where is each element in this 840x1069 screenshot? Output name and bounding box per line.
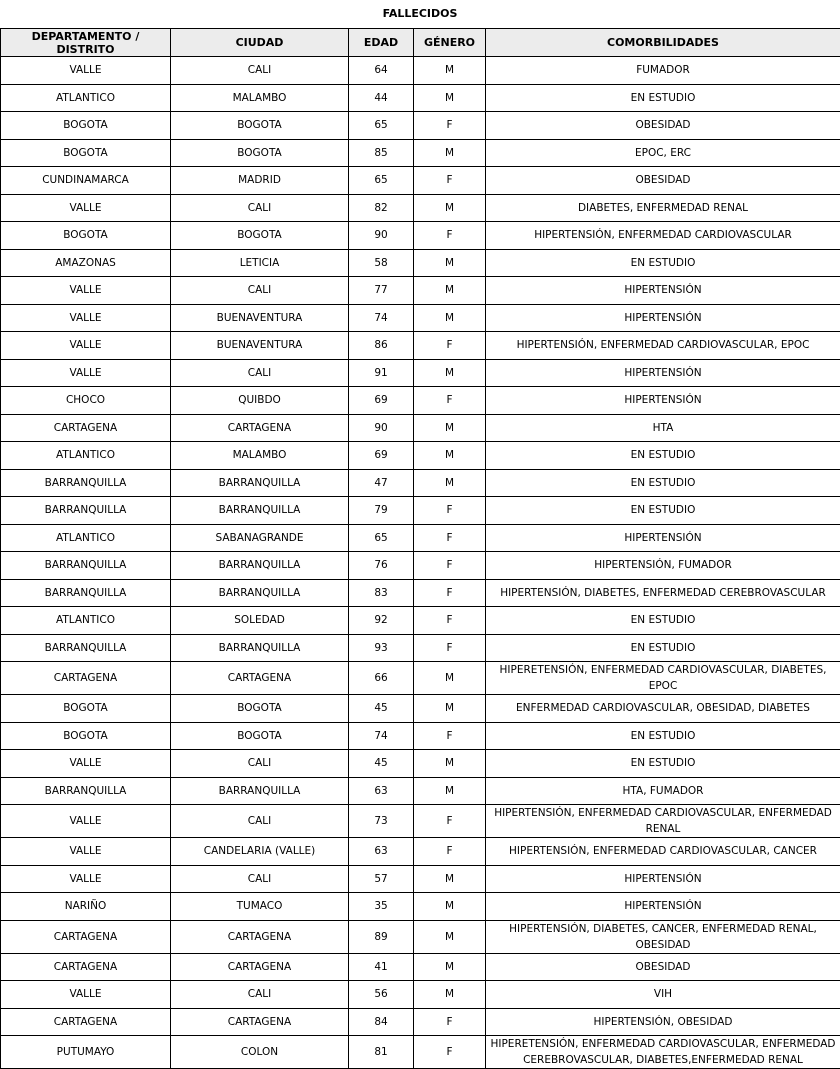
cell-genero: M [414,893,486,921]
cell-genero: M [414,414,486,442]
cell-ciudad: CARTAGENA [171,953,349,981]
cell-comorbilidades: OBESIDAD [486,953,840,981]
cell-genero: M [414,139,486,167]
table-row [1,981,840,1009]
cell-comorbilidades: HTA, FUMADOR [486,777,840,805]
table-row [1,414,840,442]
table-row [1,387,840,415]
cell-departamento: VALLE [1,981,171,1009]
cell-edad: 91 [349,359,414,387]
cell-genero: M [414,304,486,332]
cell-ciudad: BARRANQUILLA [171,634,349,662]
cell-ciudad: SOLEDAD [171,607,349,635]
cell-departamento: BARRANQUILLA [1,497,171,525]
cell-edad: 45 [349,695,414,723]
cell-edad: 86 [349,332,414,360]
cell-ciudad: LETICIA [171,249,349,277]
cell-edad: 58 [349,249,414,277]
cell-genero: M [414,249,486,277]
cell-edad: 66 [349,662,414,695]
cell-ciudad: BARRANQUILLA [171,552,349,580]
cell-ciudad: TUMACO [171,893,349,921]
cell-comorbilidades: EN ESTUDIO [486,442,840,470]
cell-genero: M [414,695,486,723]
cell-departamento: VALLE [1,359,171,387]
cell-departamento: CARTAGENA [1,662,171,695]
cell-ciudad: CALI [171,865,349,893]
cell-comorbilidades: HIPERETENSIÓN, ENFERMEDAD CARDIOVASCULAR, ENFERMEDAD CEREBROVASCULAR, DIABETES,ENFERMEDAD RENAL [486,1036,840,1069]
table-row [1,920,840,953]
cell-edad: 90 [349,414,414,442]
cell-ciudad: BARRANQUILLA [171,497,349,525]
header-edad: EDAD [349,29,414,57]
cell-departamento: NARIÑO [1,893,171,921]
table-row [1,953,840,981]
cell-comorbilidades: EN ESTUDIO [486,469,840,497]
table-title: FALLECIDOS [0,0,840,28]
table-row [1,139,840,167]
table-row [1,579,840,607]
cell-ciudad: BUENAVENTURA [171,304,349,332]
cell-edad: 63 [349,777,414,805]
cell-edad: 56 [349,981,414,1009]
cell-comorbilidades: HIPERTENSIÓN, FUMADOR [486,552,840,580]
cell-departamento: VALLE [1,865,171,893]
header-ciudad: CIUDAD [171,29,349,57]
cell-comorbilidades: EPOC, ERC [486,139,840,167]
header-row [1,29,840,57]
cell-genero: F [414,112,486,140]
cell-ciudad: CALI [171,277,349,305]
table-row [1,524,840,552]
cell-edad: 77 [349,277,414,305]
cell-ciudad: BARRANQUILLA [171,469,349,497]
cell-comorbilidades: FUMADOR [486,57,840,85]
table-row [1,722,840,750]
table-row [1,359,840,387]
cell-ciudad: MALAMBO [171,84,349,112]
cell-departamento: CARTAGENA [1,1008,171,1036]
cell-comorbilidades: ENFERMEDAD CARDIOVASCULAR, OBESIDAD, DIABETES [486,695,840,723]
cell-comorbilidades: HIPERTENSIÓN, DIABETES, CANCER, ENFERMEDAD RENAL, OBESIDAD [486,920,840,953]
table-row [1,194,840,222]
cell-ciudad: CARTAGENA [171,1008,349,1036]
table-row [1,112,840,140]
table-row [1,497,840,525]
cell-departamento: ATLANTICO [1,607,171,635]
cell-ciudad: BOGOTA [171,722,349,750]
cell-ciudad: BOGOTA [171,695,349,723]
cell-genero: M [414,777,486,805]
cell-comorbilidades: HIPERTENSIÓN [486,893,840,921]
cell-genero: M [414,953,486,981]
cell-comorbilidades: HIPERTENSIÓN, OBESIDAD [486,1008,840,1036]
cell-departamento: BARRANQUILLA [1,469,171,497]
header-departamento: DEPARTAMENTO / DISTRITO [1,29,171,57]
cell-ciudad: CALI [171,750,349,778]
cell-departamento: BARRANQUILLA [1,777,171,805]
cell-genero: F [414,552,486,580]
cell-comorbilidades: HIPERTENSIÓN, ENFERMEDAD CARDIOVASCULAR, ENFERMEDAD RENAL [486,805,840,838]
table-row [1,838,840,866]
table-row [1,469,840,497]
cell-genero: F [414,222,486,250]
cell-departamento: BOGOTA [1,695,171,723]
cell-genero: F [414,1008,486,1036]
cell-ciudad: CARTAGENA [171,920,349,953]
table-row [1,222,840,250]
cell-genero: M [414,84,486,112]
cell-edad: 74 [349,722,414,750]
cell-departamento: VALLE [1,838,171,866]
cell-edad: 92 [349,607,414,635]
cell-genero: F [414,167,486,195]
cell-ciudad: CALI [171,805,349,838]
cell-ciudad: BARRANQUILLA [171,579,349,607]
cell-departamento: VALLE [1,750,171,778]
cell-edad: 73 [349,805,414,838]
fallecidos-table [0,28,840,1069]
cell-ciudad: QUIBDO [171,387,349,415]
table-row [1,750,840,778]
cell-genero: F [414,1036,486,1069]
header-genero: GÉNERO [414,29,486,57]
cell-ciudad: CARTAGENA [171,414,349,442]
cell-genero: F [414,838,486,866]
cell-ciudad: BOGOTA [171,139,349,167]
cell-departamento: VALLE [1,57,171,85]
cell-edad: 76 [349,552,414,580]
cell-genero: F [414,805,486,838]
cell-departamento: VALLE [1,277,171,305]
cell-edad: 84 [349,1008,414,1036]
cell-departamento: BOGOTA [1,722,171,750]
cell-departamento: CUNDINAMARCA [1,167,171,195]
cell-edad: 83 [349,579,414,607]
cell-comorbilidades: HIPERTENSIÓN [486,277,840,305]
cell-comorbilidades: HIPERTENSIÓN, ENFERMEDAD CARDIOVASCULAR, EPOC [486,332,840,360]
cell-comorbilidades: VIH [486,981,840,1009]
cell-genero: M [414,920,486,953]
cell-edad: 65 [349,167,414,195]
table-row [1,277,840,305]
cell-departamento: CARTAGENA [1,920,171,953]
cell-comorbilidades: HIPERTENSIÓN [486,359,840,387]
cell-comorbilidades: HIPERTENSIÓN [486,387,840,415]
cell-ciudad: CALI [171,981,349,1009]
cell-comorbilidades: HIPERTENSIÓN, ENFERMEDAD CARDIOVASCULAR [486,222,840,250]
cell-edad: 41 [349,953,414,981]
cell-edad: 69 [349,442,414,470]
cell-edad: 44 [349,84,414,112]
cell-departamento: CARTAGENA [1,414,171,442]
cell-edad: 35 [349,893,414,921]
cell-departamento: BARRANQUILLA [1,634,171,662]
table-body [1,57,840,1069]
cell-genero: M [414,662,486,695]
cell-departamento: BOGOTA [1,112,171,140]
cell-comorbilidades: OBESIDAD [486,167,840,195]
table-row [1,84,840,112]
cell-genero: F [414,579,486,607]
cell-ciudad: SABANAGRANDE [171,524,349,552]
cell-genero: M [414,277,486,305]
cell-comorbilidades: HIPERTENSIÓN [486,524,840,552]
cell-comorbilidades: HIPERTENSIÓN, ENFERMEDAD CARDIOVASCULAR, CANCER [486,838,840,866]
cell-edad: 74 [349,304,414,332]
cell-departamento: BOGOTA [1,222,171,250]
cell-ciudad: MALAMBO [171,442,349,470]
table-row [1,893,840,921]
cell-departamento: PUTUMAYO [1,1036,171,1069]
cell-genero: M [414,469,486,497]
cell-comorbilidades: HIPERTENSIÓN, DIABETES, ENFERMEDAD CEREBROVASCULAR [486,579,840,607]
cell-comorbilidades: OBESIDAD [486,112,840,140]
cell-comorbilidades: HIPERTENSIÓN [486,304,840,332]
cell-edad: 89 [349,920,414,953]
cell-genero: F [414,634,486,662]
table-row [1,662,840,695]
cell-ciudad: CALI [171,359,349,387]
cell-edad: 45 [349,750,414,778]
cell-comorbilidades: EN ESTUDIO [486,249,840,277]
table-row [1,634,840,662]
table-row [1,552,840,580]
table-row [1,332,840,360]
cell-comorbilidades: EN ESTUDIO [486,84,840,112]
cell-departamento: ATLANTICO [1,84,171,112]
table-row [1,805,840,838]
cell-comorbilidades: EN ESTUDIO [486,607,840,635]
cell-edad: 65 [349,112,414,140]
cell-departamento: VALLE [1,194,171,222]
cell-edad: 63 [349,838,414,866]
cell-ciudad: COLON [171,1036,349,1069]
cell-genero: F [414,722,486,750]
cell-departamento: VALLE [1,805,171,838]
cell-edad: 64 [349,57,414,85]
cell-edad: 47 [349,469,414,497]
table-row [1,167,840,195]
cell-edad: 90 [349,222,414,250]
cell-ciudad: BUENAVENTURA [171,332,349,360]
cell-departamento: CHOCO [1,387,171,415]
cell-comorbilidades: EN ESTUDIO [486,750,840,778]
cell-departamento: BARRANQUILLA [1,579,171,607]
cell-comorbilidades: EN ESTUDIO [486,497,840,525]
table-row [1,1036,840,1069]
cell-genero: F [414,524,486,552]
cell-comorbilidades: DIABETES, ENFERMEDAD RENAL [486,194,840,222]
cell-ciudad: CALI [171,194,349,222]
cell-genero: M [414,194,486,222]
table-row [1,695,840,723]
table-row [1,777,840,805]
cell-edad: 79 [349,497,414,525]
cell-departamento: VALLE [1,304,171,332]
cell-genero: M [414,981,486,1009]
cell-departamento: ATLANTICO [1,524,171,552]
cell-ciudad: CARTAGENA [171,662,349,695]
cell-edad: 69 [349,387,414,415]
cell-comorbilidades: EN ESTUDIO [486,634,840,662]
cell-comorbilidades: HIPERETENSIÓN, ENFERMEDAD CARDIOVASCULAR, DIABETES, EPOC [486,662,840,695]
table-row [1,1008,840,1036]
cell-ciudad: BOGOTA [171,222,349,250]
cell-departamento: VALLE [1,332,171,360]
cell-edad: 57 [349,865,414,893]
cell-departamento: BOGOTA [1,139,171,167]
cell-genero: M [414,57,486,85]
table-row [1,57,840,85]
cell-genero: F [414,387,486,415]
cell-genero: F [414,497,486,525]
cell-ciudad: CANDELARIA (VALLE) [171,838,349,866]
table-row [1,607,840,635]
table-row [1,249,840,277]
cell-edad: 82 [349,194,414,222]
cell-comorbilidades: HTA [486,414,840,442]
header-comorbilidades: COMORBILIDADES [486,29,840,57]
cell-genero: M [414,442,486,470]
cell-edad: 93 [349,634,414,662]
table-row [1,304,840,332]
cell-genero: M [414,865,486,893]
cell-ciudad: CALI [171,57,349,85]
cell-genero: F [414,332,486,360]
cell-ciudad: BARRANQUILLA [171,777,349,805]
cell-edad: 65 [349,524,414,552]
cell-genero: F [414,607,486,635]
cell-departamento: AMAZONAS [1,249,171,277]
cell-departamento: ATLANTICO [1,442,171,470]
cell-edad: 85 [349,139,414,167]
cell-comorbilidades: HIPERTENSIÓN [486,865,840,893]
cell-ciudad: MADRID [171,167,349,195]
cell-genero: M [414,750,486,778]
cell-comorbilidades: EN ESTUDIO [486,722,840,750]
table-row [1,865,840,893]
cell-ciudad: BOGOTA [171,112,349,140]
cell-departamento: BARRANQUILLA [1,552,171,580]
cell-genero: M [414,359,486,387]
cell-departamento: CARTAGENA [1,953,171,981]
cell-edad: 81 [349,1036,414,1069]
table-row [1,442,840,470]
